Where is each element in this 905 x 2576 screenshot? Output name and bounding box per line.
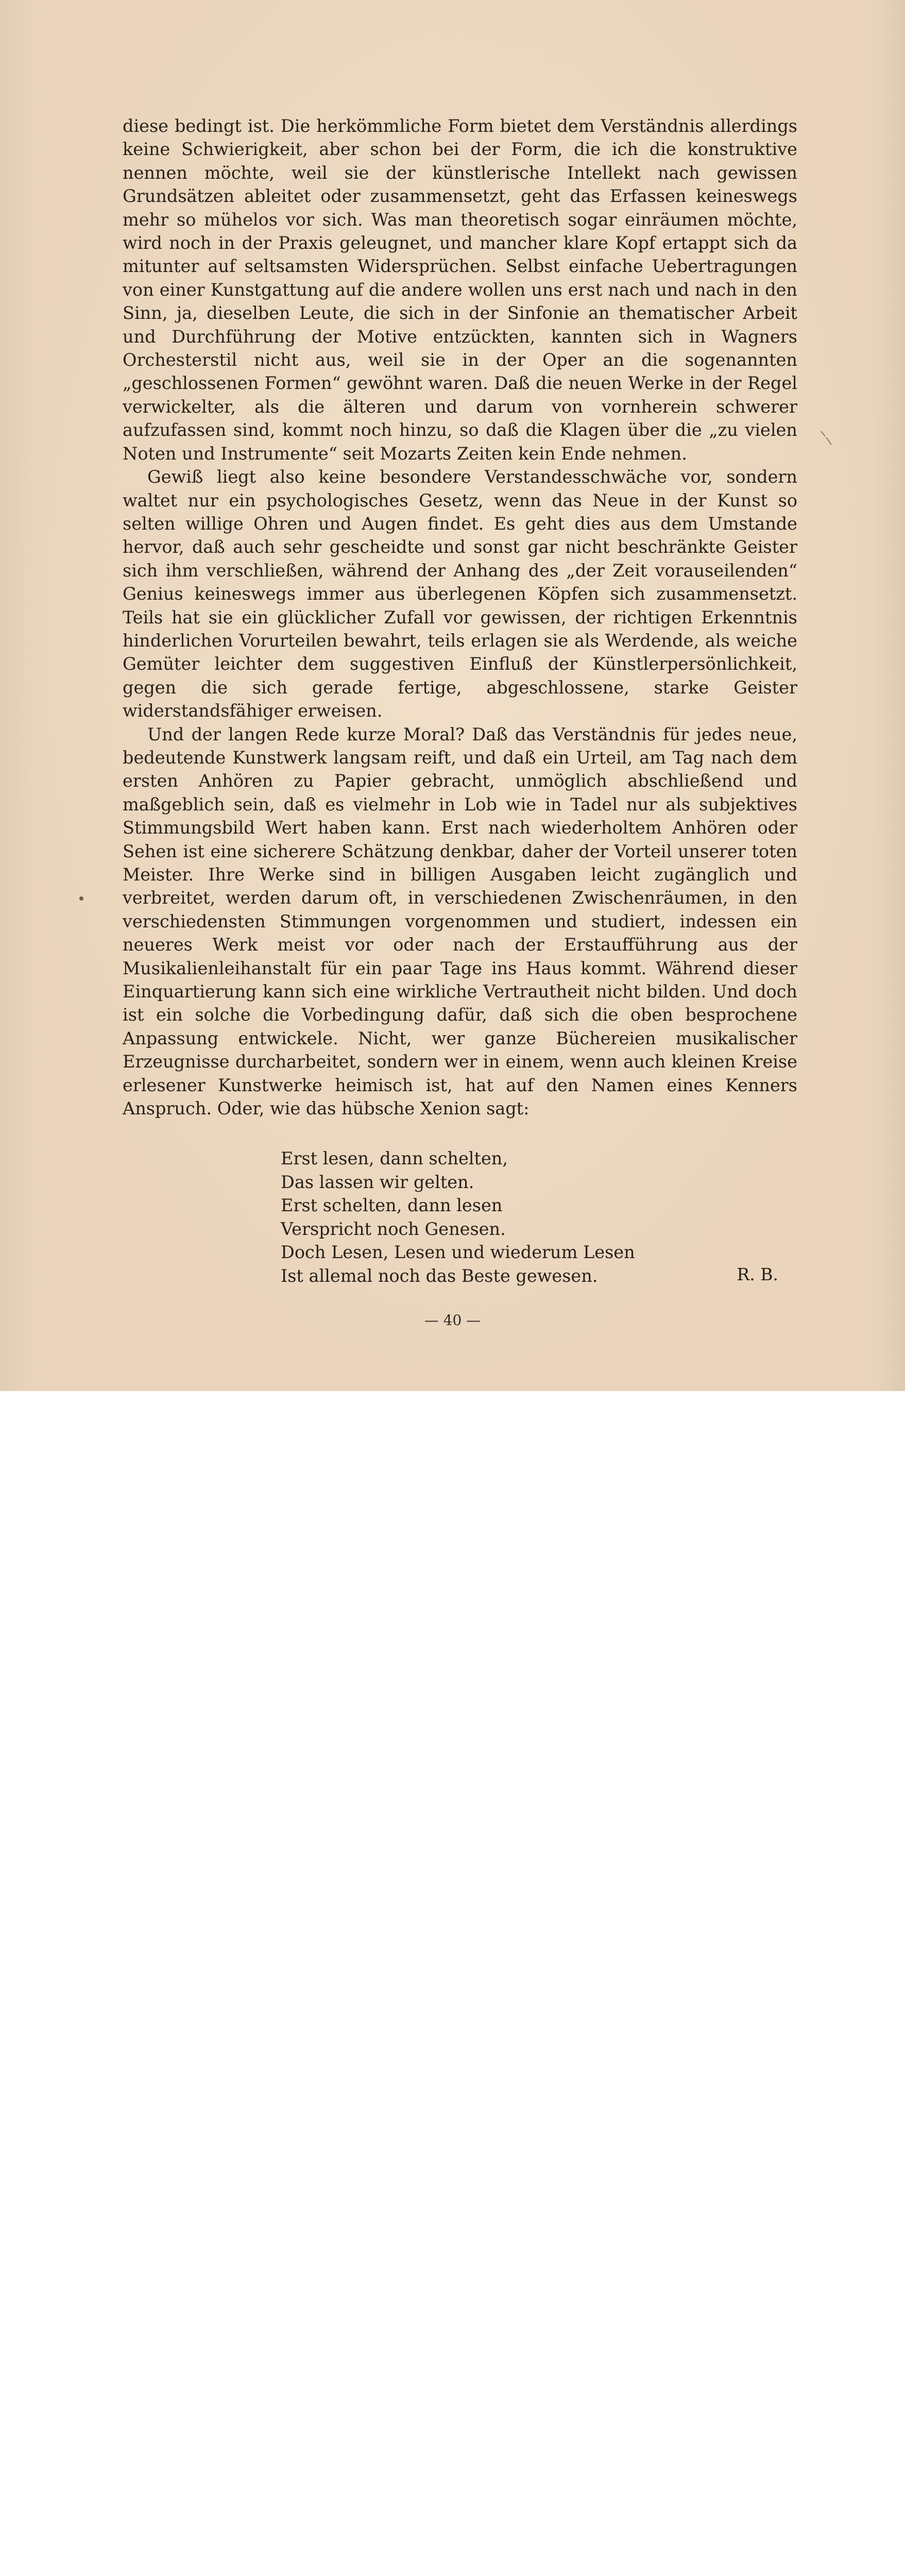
footer-bar	[0, 1391, 905, 1464]
xenion-poem	[281, 1147, 801, 1288]
poem-line: Doch Lesen, Lesen und wiederum Lesen	[281, 1242, 635, 1263]
body-text	[123, 114, 797, 1120]
poem-line: Das lassen wir gelten.	[281, 1172, 474, 1192]
paragraph-3: Und der langen Rede kurze Moral? Daß das Verständnis für jedes neue, bedeutende Kunstwerk langsam reift, und daß ein Urteil, am Tag nach dem ersten Anhören zu Papier gebracht, unmöglich abschließend und maßgeblich sein, daß es vielmehr in Lob wie in Tadel nur als subjektives Stimmungsbild Wert haben kann. Erst nach wiederholtem Anhören oder Sehen ist eine sicherere Schätzung denkbar, daher der Vorteil unserer toten Meister. Ihre Werke sind in billigen Ausgaben leicht zugänglich und verbreitet, werden darum oft, in verschiedenen Zwischenräumen, in den verschiedensten Stimmungen vorgenommen und studiert, indessen ein neueres Werk meist vor oder nach der Erstaufführung aus der Musikalienleihanstalt für ein paar Tage ins Haus kommt. Während dieser Einquartierung kann sich eine wirkliche Vertrautheit nicht bilden. Und doch ist ein solche die Vorbedingung dafür, daß sich die oben besprochene Anpassung entwickele. Nicht, wer ganze Büchereien musikalischer Erzeugnisse durcharbeitet, sondern wer in einem, wenn auch kleinen Kreise erlesener Kunstwerke heimisch ist, hat auf den Namen eines Kenners Anspruch. Oder, wie das hübsche Xenion sagt:	[123, 724, 797, 1119]
poem-line: Ist allemal noch das Beste gewesen.	[281, 1265, 598, 1286]
paragraph-2: Gewiß liegt also keine besondere Verstandesschwäche vor, sondern waltet nur ein psychologisches Gesetz, wenn das Neue in der Kunst so selten willige Ohren und Augen findet. Es geht dies aus dem Umstande hervor, daß auch sehr gescheidte und sonst gar nicht beschränkte Geister sich ihm verschließen, während der Anhang des „der Zeit vorauseilenden“ Genius keineswegs immer aus überlegenen Köpfen sich zusammensetzt. Teils hat sie ein glücklicher Zufall vor gewissen, der richtigen Erkenntnis hinderlichen Vorurteilen bewahrt, teils erlagen sie als Werdende, als weiche Gemüter leichter dem suggestiven Einfluß der Künstlerpersönlichkeit, gegen die sich gerade fertige, abgeschlossene, starke Geister widerstandsfähiger erweisen.	[123, 467, 797, 721]
margin-pencil-mark	[820, 430, 833, 446]
poem-line: Verspricht noch Genesen.	[281, 1218, 506, 1239]
author-signature: R. B.	[737, 1264, 778, 1284]
poem-line: Erst lesen, dann schelten,	[281, 1148, 508, 1168]
margin-dot	[79, 896, 83, 901]
page-number: — 40 —	[424, 1312, 481, 1329]
poem-line: Erst schelten, dann lesen	[281, 1195, 503, 1216]
paragraph-1: diese bedingt ist. Die herkömmliche Form bietet dem Verständnis allerdings keine Schwierigkeit, aber schon bei der Form, die ich die konstruktive nennen möchte, weil sie der künstlerische Intellekt nach gewissen Grundsätzen ableitet oder zusammensetzt, geht das Erfassen keineswegs mehr so mühelos vor sich. Was man theoretisch sogar einräumen möchte, wird noch in der Praxis geleugnet, und mancher klare Kopf ertappt sich da mitunter auf seltsamsten Widersprüchen. Selbst einfache Uebertragungen von einer Kunstgattung auf die andere wollen uns erst nach und nach in den Sinn, ja, dieselben Leute, die sich in der Sinfonie an thematischer Arbeit und Durchführung der Motive entzückten, kannten sich in Wagners Orchesterstil nicht aus, weil sie in der Oper an die sogenannten „geschlossenen Formen“ gewöhnt waren. Daß die neuen Werke in der Regel verwickelter, als die älteren und darum von vornherein schwerer aufzufassen sind, kommt noch hinzu, so daß die Klagen über die „zu vielen Noten und Instrumente“ seit Mozarts Zeiten kein Ende nehmen.	[123, 116, 797, 464]
